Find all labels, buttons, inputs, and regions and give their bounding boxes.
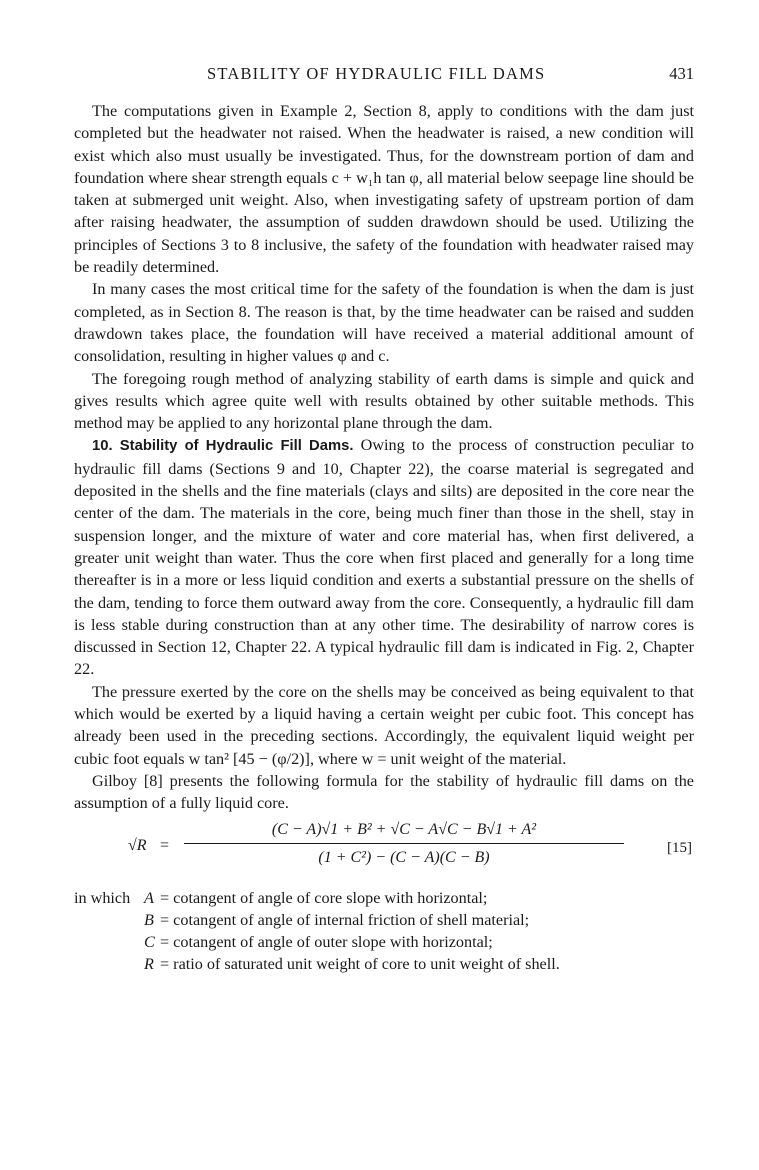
definition-item [74, 909, 694, 931]
section-heading: 10. Stability of Hydraulic Fill Dams. [92, 438, 354, 455]
equals-sign: = [160, 836, 170, 854]
definition-symbol: R [144, 955, 154, 974]
paragraph: In many cases the most critical time for the safety of the foundation is when the dam is just completed, as in Section 8. The reason is that, by the time headwater can be raised and sudden drawdown takes place, the foundation will have received a material additional amount of consolidation, resulting in higher values φ and c. [74, 280, 694, 366]
equation-number: [15] [667, 839, 692, 856]
definition-text: = cotangent of angle of outer slope with horizontal; [160, 933, 493, 952]
paragraph: The computations given in Example 2, Section 8, apply to conditions with the dam just completed but the headwater not raised. When the headwater is raised, a new condition will exist which also must usually be investigated. Thus, for the downstream portion of dam and foundation where shear strength equals c + w₁h tan φ, all material below seepage line should be taken at submerged unit weight. Also, when investigating safety of upstream portion of dam after raising headwater, the assumption of sudden drawdown should be used. Utilizing the principles of Sections 3 to 8 inclusive, the safety of the foundation with headwater raised may be readily determined. [74, 102, 694, 277]
equation [74, 819, 694, 881]
fraction [184, 819, 624, 869]
definition-item [74, 931, 694, 953]
section-text: Owing to the process of construction peculiar to hydraulic fill dams (Sections 9 and 10, Chapter 22), the coarse material is segregated and deposited in the shells and the fine materials (clays and silts) are deposited in the core near the center of the dam. The materials in the core, being much finer than those in the shell, stay in suspension longer, and the mixture of water and core material has, when first delivered, a greater unit weight than water. Thus the core when first placed and generally for a long time thereafter is in a more or less liquid condition and exerts a substantial pressure on the shells of the dam, tending to force them outward away from the core. Consequently, a hydraulic fill dam is less stable during construction than at any other time. The desirability of narrow cores is discussed in Section 12, Chapter 22. A typical hydraulic fill dam is indicated in Fig. 2, Chapter 22. [74, 436, 695, 679]
denominator: (1 + C²) − (C − A)(C − B) [318, 848, 490, 866]
definition-symbol: C [144, 933, 155, 952]
numerator: (C − A)√1 + B² + √C − A√C − B√1 + A² [271, 820, 537, 838]
fraction-bar [184, 843, 624, 844]
paragraph: The pressure exerted by the core on the shells may be conceived as being equivalent to that which would be exerted by a liquid having a certain weight per cubic foot. This concept has already been used in the preceding sections. Accordingly, the equivalent liquid weight per cubic foot equals w tan² [45 − (φ/2)], where w = unit weight of the material. [74, 682, 694, 768]
definition-text: = ratio of saturated unit weight of core to unit weight of shell. [160, 955, 560, 974]
equation-lhs: √R [128, 836, 147, 854]
definition-text: = cotangent of angle of internal friction of shell material; [160, 910, 530, 929]
page-number: 431 [669, 64, 694, 83]
definition-item [74, 887, 694, 909]
definitions-list [74, 887, 694, 976]
running-header [74, 64, 694, 88]
section-paragraph [74, 434, 694, 680]
running-title: STABILITY OF HYDRAULIC FILL DAMS [207, 64, 546, 83]
definitions-lead: in which [74, 888, 131, 907]
definition-text: = cotangent of angle of core slope with horizontal; [160, 888, 488, 907]
definition-symbol: B [144, 910, 154, 929]
definition-symbol: A [144, 888, 154, 907]
paragraph: The foregoing rough method of analyzing stability of earth dams is simple and quick and gives results which agree quite well with results obtained by other suitable methods. This method may be applied to any horizontal plane through the dam. [74, 369, 694, 433]
page-body [74, 100, 694, 976]
paragraph: Gilboy [8] presents the following formula for the stability of hydraulic fill dams on the assumption of a fully liquid core. [74, 771, 694, 813]
definition-item [74, 953, 694, 975]
